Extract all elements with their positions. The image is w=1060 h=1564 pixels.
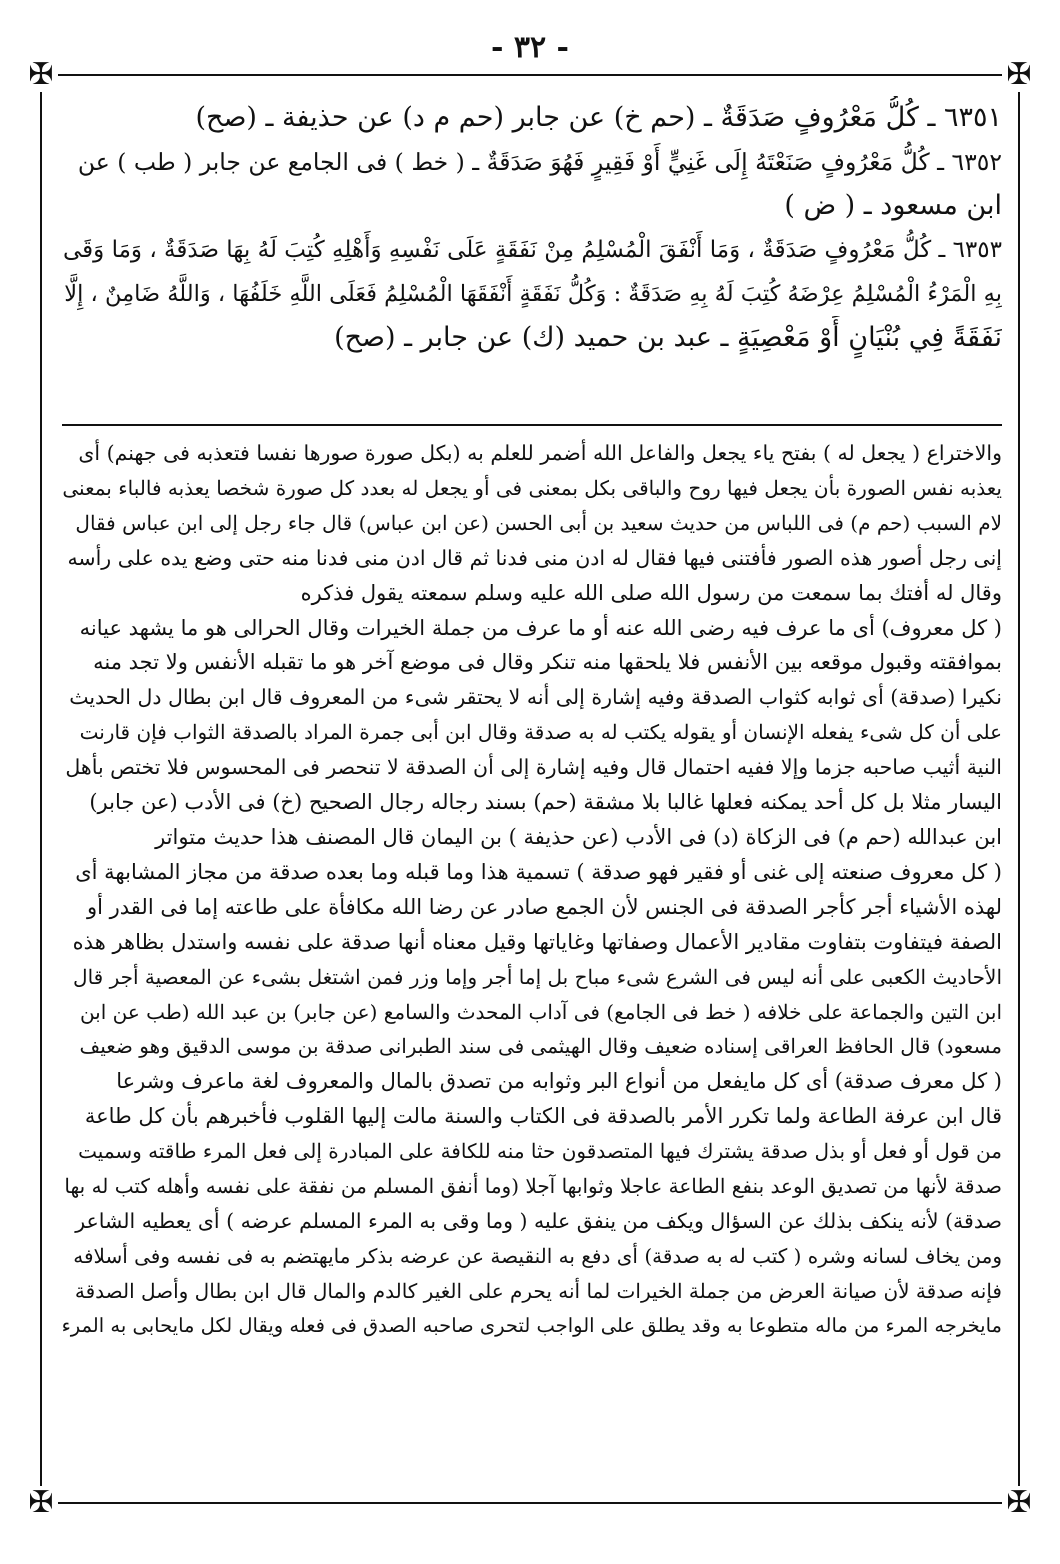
hadith-line: ٦٣٥٢ ـ كُلُّ مَعْرُوفٍ صَنَعْتَهُ إِلَى غَنِيٍّ أَوْ فَقِيرٍ فَهُوَ صَدَقَةٌ ـ ( خط ) فى الجامع عن جابر ( طب ) عن [77,148,1002,176]
commentary-line: ابن عبدالله (حم م) فى الزكاة (د) فى الأدب (عن حذيفة ) بن اليمان قال المصنف هذا حديث متواتر [155,824,1002,849]
hadith-line: نَفَقَةً فِي بُنْيَانٍ أَوْ مَعْصِيَةٍ ـ عبد بن حميد (ك) عن جابر ـ (صح) [334,322,1002,353]
commentary-line: النية أثيب صاحبه جزما وإلا ففيه احتمال قال وفيه إشارة إلى أن الصدقة لا تنحصر فى المحسوس فلا تختص بأهل [65,755,1002,780]
commentary-line: على أن كل شىء يفعله الإنسان أو يقوله يكتب له به صدقة وقال ابن أبى جمرة المراد بالصدقة الثواب فإن قارنت [79,720,1002,745]
commentary-line: فإنه صدقة لأن صيانة العرض من جملة الخيرات لما أنه يحرم على الغير كالدم والمال قال ابن بطال وأصل الصدقة [74,1278,1002,1303]
commentary-line: الصفة فيتفاوت بتفاوت مقادير الأعمال وصفاتها وغاياتها وقيل معناه أنها صدقة على نفسه واستدل بظاهر هذه [72,929,1002,954]
corner-ornament-icon: ✠ [24,1486,58,1520]
commentary-line: نكيرا (صدقة) أى ثوابه كثواب الصدقة وفيه إشارة إلى أنه لا يحتقر شىء من المعروف قال ابن بطال دل الحديث [69,685,1002,710]
hadith-line: ابن مسعود ـ ( ض ) [784,190,1002,221]
commentary-line: ( كل معرف صدقة) أى كل مايفعل من أنواع البر وثوابه من تصدق بالمال والمعروف لغة ماعرف وشرعا [116,1069,1002,1094]
frame-bottom-border [40,1502,1020,1504]
commentary-line: ومن يخاف لسانه وشره ( كتب له به صدقة) أى دفع به النقيصة عن عرضه بذكر مايهتضم به فى نفسه وفى أسلافه [73,1243,1002,1268]
commentary-line: يعذبه نفس الصورة بأن يجعل فيها روح والباقى بكل بمعنى فى أو يجعل له بعدد كل صورة شخصا يعذبه فالباء بمعنى [62,475,1002,500]
commentary-line: ( كل معروف صنعته إلى غنى أو فقير فهو صدقة ) تسمية هذا وما قبله وما بعده صدقة من مجاز المشابهة أى [75,859,1002,884]
commentary-line: اليسار مثلا بل كل أحد يمكنه فعلها غالبا بلا مشقة (حم) بسند رجاله رجال الصحيح (خ) فى الأدب (عن جابر) [89,790,1002,815]
commentary-line: مسعود) قال الحافظ العراقى إسناده ضعيف وقال الهيثمى فى سند الطبرانى صدقة بن موسى الدقيق وهو ضعيف [79,1034,1002,1059]
frame-top-border [40,74,1020,76]
section-divider [62,424,1002,426]
commentary-line: صدقة) لأنه ينكف بذلك عن السؤال ويكف من ينفق عليه ( وما وقى به المرء المسلم عرضه ) أى يعطيه الشاعر [75,1208,1002,1233]
corner-ornament-icon: ✠ [1002,58,1036,92]
commentary-line: مايخرجه المرء من ماله متطوعا به وقد يطلق على الواجب لتحرى صاحبه الصدق فى فعله ويقال لكل مايحابى به المرء [62,1313,1002,1337]
commentary-line: وقال له أفتك بما سمعت من رسول الله صلى الله عليه وسلم سمعته يقول فذكره [300,580,1002,605]
commentary-line: إنى رجل أصور هذه الصور فأفتنى فيها فقال له ادن منى فدنا ثم قال ادن منى فدنا منه حتى وضع يده على رأسه [67,545,1002,570]
commentary-line: لهذه الأشياء أجر كأجر الصدقة فى الجنس لأن الجمع صادر عن رضا الله مكافأة على طاعته إما فى القدر أو [86,894,1002,919]
hadith-line: بِهِ الْمَرْءُ الْمُسْلِمُ عِرْضَهُ كُتِبَ لَهُ بِهِ صَدَقَةٌ : وَكُلُّ نَفَقَةٍ أَنْفَقَهَا الْمُسْلِمُ فَعَلَى اللَّهِ خَلَفُهَا ، وَاللَّهُ ضَامِنٌ ، إِلَّا [64,281,1002,307]
commentary-line: ( كل معروف) أى ما عرف فيه رضى الله عنه أو ما عرف من جملة الخيرات وقال الحرالى هو ما يشهد عيانه [79,615,1002,640]
corner-ornament-icon: ✠ [24,58,58,92]
page-number: - ٣٢ - [490,30,570,65]
commentary-line: بموافقته وقبول موقعه بين الأنفس فلا يلحقها منه تنكر وقال فى موضع آخر هو ما تقبله الأنفس ولا تجد منه [93,650,1002,675]
commentary-line: والاختراع ( يجعل له ) بفتح ياء يجعل والفاعل الله أضمر للعلم به (بكل صورة صورها نفسا فتعذبه فى جهنم) أى [78,441,1002,465]
hadith-text-section [62,96,1002,360]
commentary-line: لام السبب (حم م) فى اللباس من حديث سعيد بن أبى الحسن (عن ابن عباس) قال جاء رجل إلى ابن عباس فقال [75,510,1002,535]
corner-ornament-icon: ✠ [1002,1486,1036,1520]
commentary-line: قال ابن عرفة الطاعة ولما تكرر الأمر بالصدقة فى الكتاب والسنة مالت إليها القلوب فأخبرهم بأن كل طاعة [84,1104,1002,1129]
commentary-line: من قول أو فعل أو بذل صدقة يشترك فيها المتصدقون حثا منه للكافة على المبادرة إلى فعل المرء طاقته وسميت [78,1139,1002,1164]
frame-right-border [1018,74,1020,1504]
commentary-section [62,436,1002,1344]
commentary-line: صدقة لأنها من تصديق الوعد بنفع الطاعة عاجلا وثوابها آجلا (وما أنفق المسلم من نفقة على نفسه وأهله كتب له بها [64,1174,1002,1199]
frame-left-border [40,74,42,1504]
commentary-line: ابن التين والجماعة على خلافه ( خط فى الجامع) فى آداب المحدث والسامع (عن جابر) بن عبد الله (طب عن ابن [79,999,1002,1024]
hadith-line: ٦٣٥١ ـ كُلُّ مَعْرُوفٍ صَدَقَةٌ ـ (حم خ) عن جابر (حم م د) عن حذيفة ـ (صح) [195,102,1002,133]
commentary-line: الأحاديث الكعبى على أنه ليس فى الشرع شىء مباح بل إما أجر وإما وزر فمن اشتغل بشىء عن المعصية أجر قال [73,964,1002,989]
hadith-line: ٦٣٥٣ ـ كُلُّ مَعْرُوفٍ صَدَقَةٌ ، وَمَا أَنْفَقَ الْمُسْلِمُ مِنْ نَفَقَةٍ عَلَى نَفْسِهِ وَأَهْلِهِ كُتِبَ لَهُ بِهَا صَدَقَةٌ ، وَمَا وَقَى [62,237,1002,263]
